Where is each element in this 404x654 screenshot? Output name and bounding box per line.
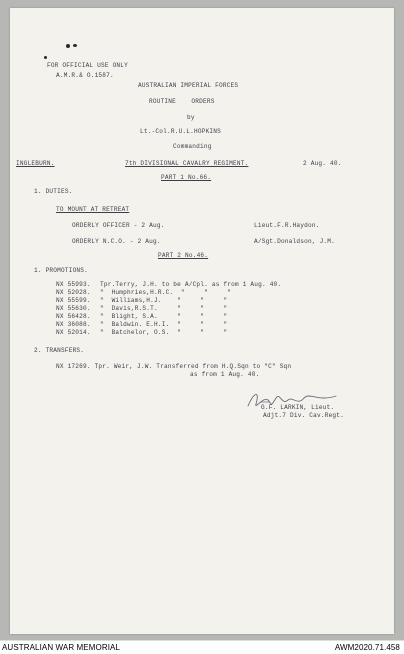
promotions-heading: 1. PROMOTIONS. [34, 267, 88, 274]
footer-accession-number: AWM2020.71.458 [334, 643, 400, 652]
promotion-text: " Williams,H.J. " " " [100, 297, 228, 304]
duty-name: A/Sgt.Donaldson, J.M. [254, 238, 335, 245]
promotion-text: " Blight, S.A. " " " [100, 313, 228, 320]
document-title: ROUTINE ORDERS [149, 98, 215, 105]
promotion-text: Tpr.Terry, J.H. to be A/Cpl. as from 1 Aug. 40. [100, 281, 282, 288]
ink-blot [66, 44, 70, 48]
unit-name: 7th DIVISIONAL CAVALRY REGIMENT. [125, 160, 249, 167]
duty-role: ORDERLY OFFICER - 2 Aug. [72, 222, 165, 229]
ink-blot [73, 44, 77, 47]
commanding-label: Commanding [173, 143, 212, 150]
duty-role: ORDERLY N.C.O. - 2 Aug. [72, 238, 161, 245]
ink-blot [44, 56, 47, 59]
promotion-text: " Baldwin. E.H.I. " " " [100, 321, 228, 328]
force-name: AUSTRALIAN IMPERIAL FORCES [138, 82, 239, 89]
promotion-text: " Humphries,H.R.C. " " " [100, 289, 232, 296]
order-date: 2 Aug. 40. [303, 160, 342, 167]
document-page [10, 8, 394, 634]
duties-subheading: TO MOUNT AT RETREAT [56, 206, 130, 213]
commanding-officer: Lt.-Col.R.U.L.HOPKINS [140, 128, 221, 135]
signatory-name: G.F. LARKIN, Lieut. [261, 404, 335, 411]
duty-name: Lieut.F.R.Haydon. [254, 222, 320, 229]
footer-credit: AUSTRALIAN WAR MEMORIAL [2, 643, 121, 652]
by-label: by [187, 114, 195, 121]
part2-heading: PART 2 No.46. [158, 252, 209, 259]
footer-bar [0, 640, 404, 654]
transfers-heading: 2. TRANSFERS. [34, 347, 85, 354]
service-number: NX 52014. [56, 329, 91, 336]
service-number: NX 55993. [56, 281, 91, 288]
part1-heading: PART 1 No.66. [161, 174, 212, 181]
official-use-label: FOR OFFICIAL USE ONLY [47, 62, 128, 69]
service-number: NX 55599. [56, 297, 91, 304]
transfer-line: as from 1 Aug. 40. [190, 371, 260, 378]
place-name: INGLEBURN. [16, 160, 55, 167]
signatory-title: Adjt.7 Div. Cav.Regt. [263, 412, 344, 419]
duties-heading: 1. DUTIES. [34, 188, 73, 195]
promotion-text: " Batchelor, O.S. " " " [100, 329, 228, 336]
service-number: NX 36088. [56, 321, 91, 328]
service-number: NX 55630. [56, 305, 91, 312]
form-reference: A.M.R.& O.1587. [56, 72, 114, 79]
service-number: NX 56428. [56, 313, 91, 320]
promotion-text: " Davis,R.S.T. " " " [100, 305, 228, 312]
service-number: NX 52028. [56, 289, 91, 296]
transfer-line: NX 17269. Tpr. Weir, J.W. Transferred from H.Q.Sqn to "C" Sqn [56, 363, 292, 370]
